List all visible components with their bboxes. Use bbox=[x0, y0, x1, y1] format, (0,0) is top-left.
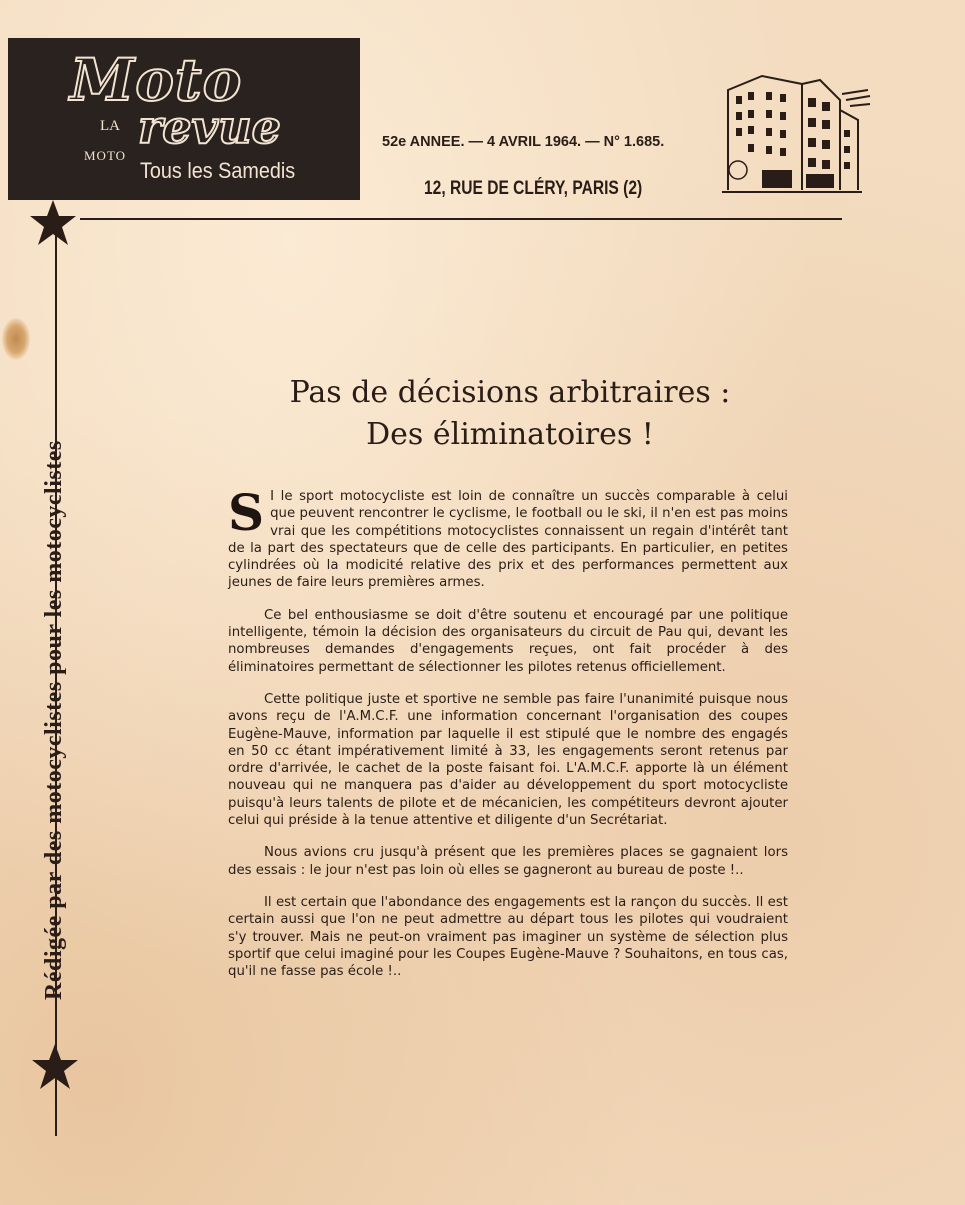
article-paragraph-3: Cette politique juste et sportive ne semble pas faire l'unanimité puisque nous avons reçu de l'A.M.C.F. une information concernant l'organisation des coupes Eugène-Mauve, information par laquelle il est stipulé que le nombre des engagés en 50 cc étant impérativement limité à 33, les engagements seront retenus par ordre d'arrivée, le cachet de la poste faisant foi. L'A.M.C.F. apporte là un élément nouveau qui ne manquera pas d'aider au développement du sport motocycliste puisqu'à leurs talents de pilote et de mécanicien, les compétiteurs devront ajouter celui qui préside à la tenue attentive et diligente d'un Secrétariat. bbox=[228, 691, 788, 829]
drop-cap: S bbox=[228, 483, 265, 542]
side-caption: Rédigée par des motocyclistes pour les motocyclistes bbox=[41, 440, 67, 1000]
masthead-tagline: Tous les Samedis bbox=[140, 158, 296, 183]
building-illustration bbox=[722, 70, 872, 198]
paper-stain bbox=[2, 318, 30, 360]
article-headline bbox=[160, 372, 860, 456]
publisher-address: 12, RUE DE CLÉRY, PARIS (2) bbox=[424, 178, 643, 199]
headline-line-2: Des éliminatoires ! bbox=[366, 417, 654, 452]
article-paragraph-4: Nous avions cru jusqu'à présent que les premières places se gagnaient lors des essais : le jour n'est pas loin où elles se gagneront au bureau de poste !.. bbox=[228, 845, 788, 878]
header-rule bbox=[80, 218, 842, 220]
masthead-logo bbox=[8, 38, 360, 200]
article-paragraph-1 bbox=[228, 483, 788, 592]
logo-moto-text: Moto bbox=[70, 46, 243, 114]
article-paragraph-5: Il est certain que l'abondance des engagements est la rançon du succès. Il est certain aussi que l'on ne peut admettre au départ tous les pilotes qui voudraient s'y trouver. Mais ne peut-on vraiment pas imaginer un système de sélection plus sportif que celui imaginé pour les Coupes Eugène-Mauve ? Souhaitons, en tous cas, qu'il ne fasse pas école !.. bbox=[228, 894, 788, 980]
issue-info: 52e ANNEE. — 4 AVRIL 1964. — N° 1.685. bbox=[382, 134, 665, 150]
article-body bbox=[228, 483, 788, 995]
headline-line-1: Pas de décisions arbitraires : bbox=[289, 375, 731, 410]
logo-revue-text: revue bbox=[138, 100, 281, 154]
paragraph-1-text: I le sport motocycliste est loin de connaître un succès comparable à celui que peuvent rencontrer le cyclisme, le football ou le ski, il n'en est pas moins vrai que les compétitions motocyclistes connaissent un regain d'intérêt tant de la part des spectateurs que de celle des participants. En particulier, en petites cylindrées où la modicité relative des prix et des performances permettent aux jeunes de faire leurs premières armes. bbox=[228, 489, 788, 591]
star-ornament-top bbox=[28, 198, 78, 248]
logo-moto-small-text: MOTO bbox=[84, 148, 127, 163]
article-paragraph-2: Ce bel enthousiasme se doit d'être soutenu et encouragé par une politique intelligente, témoin la décision des organisateurs du circuit de Pau qui, devant les nombreuses demandes d'engagements reçues, ont fait procéder à des éliminatoires permettant de sélectionner les pilotes retenus officiellement. bbox=[228, 607, 788, 675]
star-ornament-bottom bbox=[30, 1042, 80, 1092]
logo-la-text: LA bbox=[100, 118, 120, 134]
